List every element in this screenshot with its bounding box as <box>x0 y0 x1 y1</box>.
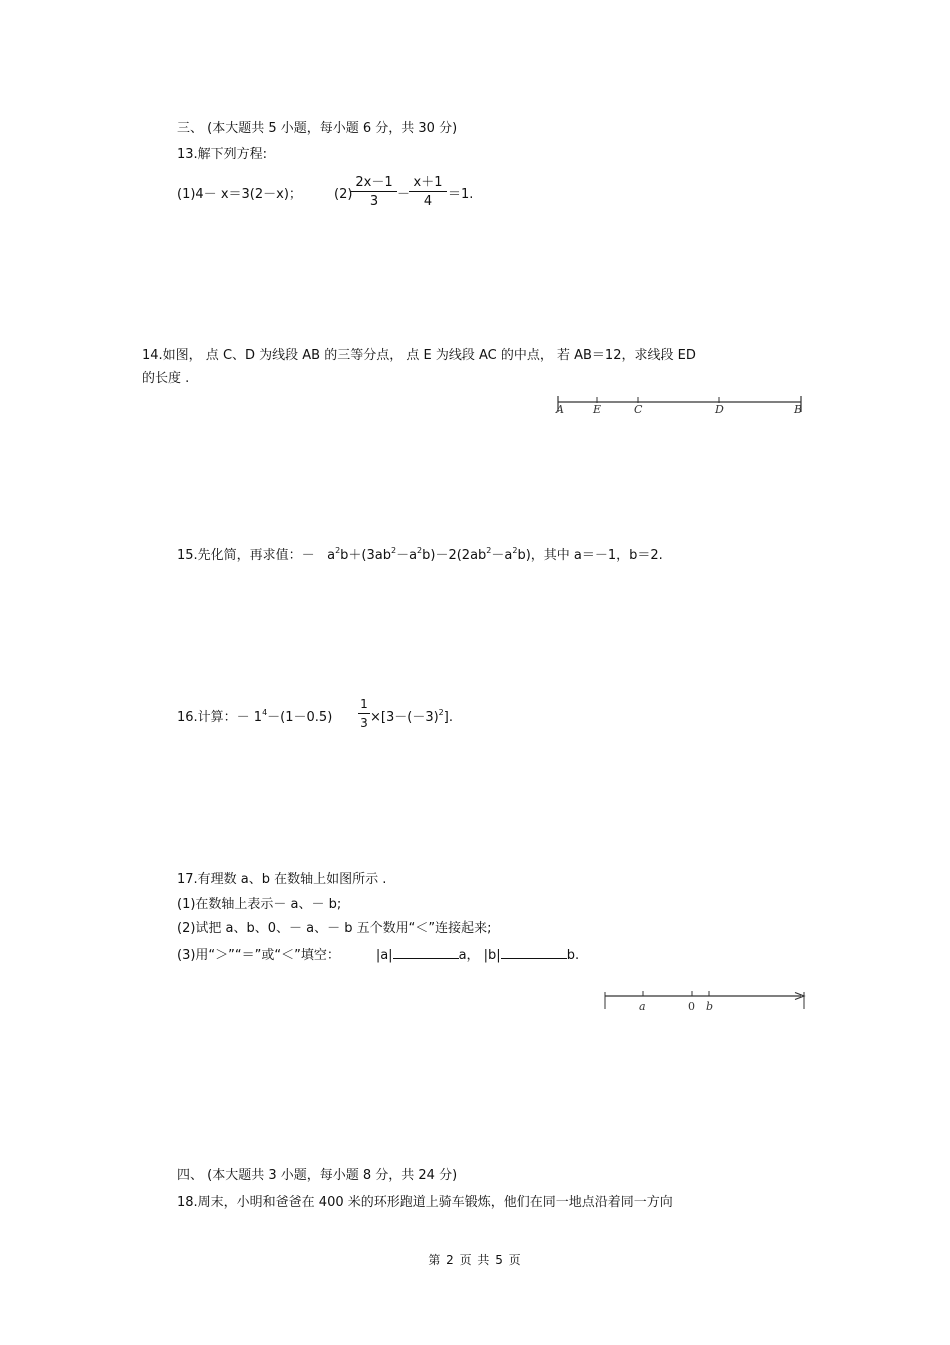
q13-part2-label: (2) <box>334 187 353 202</box>
q14-line2: 的长度 . <box>142 371 190 386</box>
q15-exp-1: 2 <box>335 546 341 555</box>
q16-end: ]. <box>443 710 453 725</box>
q15-exp-5: 2 <box>512 546 518 555</box>
q15-prefix: 15.先化简，再求值：－ <box>177 548 315 563</box>
q15-part-4: －a <box>491 548 513 563</box>
q13-fraction-1 <box>351 175 397 209</box>
q13-minus: － <box>397 187 411 202</box>
section-4-header: 四、 (本大题共 3 小题，每小题 8 分，共 24 分) <box>177 1168 458 1183</box>
q17-abs-b: |b| <box>483 948 501 963</box>
q16-tail: [3－(－3) <box>380 710 439 725</box>
q16-prefix: 16.计算：－ 1 <box>177 710 263 725</box>
q15-part-1: b＋(3ab <box>340 548 391 563</box>
q17-part2: (2)试把 a、b、0、－ a、－ b 五个数用“＜”连接起来; <box>177 921 492 936</box>
q15-exp-3: 2 <box>417 546 423 555</box>
q13-frac1-numerator: 2x－1 <box>351 175 397 192</box>
q15-exp-2: 2 <box>390 546 397 555</box>
q15-part-5: b)，其中 a＝－1，b＝2. <box>517 548 663 563</box>
q16-frac-numerator: 1 <box>358 697 370 714</box>
label-a: a <box>639 1000 646 1013</box>
q17-part1: (1)在数轴上表示－ a、－ b; <box>177 897 342 912</box>
q16-expression-right <box>370 710 453 726</box>
q15-expression <box>177 548 663 564</box>
q17-after-a: a， <box>458 948 480 963</box>
q18-line1: 18.周末，小明和爸爸在 400 米的环形跑道上骑车锻炼，他们在同一地点沿着同一方向 <box>177 1195 673 1210</box>
q13-title: 13.解下列方程: <box>177 147 268 162</box>
label-zero: 0 <box>688 1000 695 1013</box>
q13-frac2-numerator: x＋1 <box>409 175 447 192</box>
q13-fraction-2 <box>409 175 447 209</box>
q16-frac-denominator: 3 <box>360 716 368 730</box>
q15-exp-4: 2 <box>486 546 492 555</box>
q13-part1: (1)4－ x＝3(2－x)； <box>177 187 302 202</box>
q16-mid: －(1－0.5) <box>267 710 333 725</box>
q17-title: 17.有理数 a、b 在数轴上如图所示 . <box>177 872 387 887</box>
label-b: b <box>706 1000 714 1013</box>
section-3-header: 三、 (本大题共 5 小题，每小题 6 分，共 30 分) <box>177 121 458 136</box>
q14-line1: 14.如图， 点 C、D 为线段 AB 的三等分点， 点 E 为线段 AC 的中点， 若 AB＝12，求线段 ED <box>142 348 696 363</box>
q13-frac1-denominator: 3 <box>369 194 379 209</box>
q15-part-3: b)－2(2ab <box>422 548 487 563</box>
q17-part3-prefix: (3)用“＞”“＝”或“＜”填空： <box>177 948 340 963</box>
q16-expression-left <box>177 710 332 726</box>
q14-segment-figure <box>552 394 808 420</box>
q16-times: × <box>370 710 381 725</box>
q17-blank-b[interactable] <box>501 946 567 959</box>
q15-term-a: a <box>327 548 336 563</box>
q16-exp-2: 2 <box>438 708 444 717</box>
q17-part3 <box>177 946 579 964</box>
label-e: E <box>593 403 602 416</box>
q17-after-b: b. <box>566 948 580 963</box>
q16-fraction <box>358 697 370 731</box>
q13-frac2-denominator: 4 <box>423 194 433 209</box>
q16-exp-4: 4 <box>262 708 268 717</box>
q17-abs-a: |a| <box>375 948 393 963</box>
label-c: C <box>634 403 643 416</box>
q13-rhs: ＝1. <box>448 187 474 202</box>
q15-part-2: －a <box>396 548 418 563</box>
q17-number-line <box>602 990 810 1014</box>
page-footer: 第 2 页 共 5 页 <box>428 1253 522 1267</box>
label-d: D <box>715 403 724 416</box>
label-a: A <box>556 403 564 416</box>
label-b: B <box>794 403 803 416</box>
q17-blank-a[interactable] <box>393 946 459 959</box>
